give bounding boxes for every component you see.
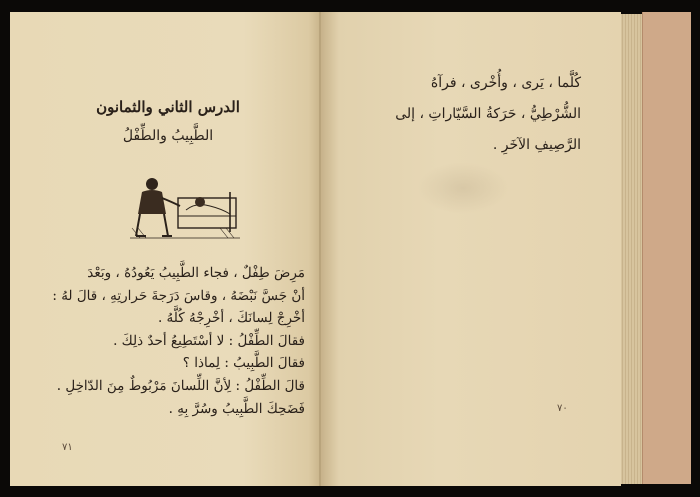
story-line: قالَ الطِّفْلُ : لِأنَّ اللِّسانَ مَرْبُوطٌ مِنَ الدّاخِلِ . [56,377,305,394]
right-page [321,12,621,486]
text-line: كُلَّما ، يَرى ، وأُخْرى ، فرآهُ [430,75,581,91]
story-line: أخْرِجْ لِسانَكَ ، أخْرِجْهُ كُلَّهُ . [157,310,305,327]
text-line: الشُّرْطِيُّ ، حَرَكةُ السَّيّاراتِ ، إلى [395,106,581,122]
show-through-shadow [417,162,509,214]
book-cover-edge [642,12,691,484]
story-line: أنْ جَسَّ نَبْضَهُ ، وقاسَ دَرَجةَ حَرارتِهِ ، قالَ لهُ : [52,287,305,304]
right-page-text [381,68,581,161]
lesson-subtitle: الطَّبِيبُ والطِّفْلُ [122,128,214,144]
left-page [10,12,321,486]
doctor-child-illustration [130,172,240,242]
lesson-title: الدرس الثاني والثمانون [96,98,240,116]
story-line: مَرِضَ طِفْلٌ ، فجاء الطَّبِيبُ يَعُودُهُ ، وبَعْدَ [87,265,305,281]
story-line: فقالَ الطَّبِيبُ : لِماذا ؟ [182,355,305,372]
story-line: فَضَحِكَ الطَّبِيبُ وسُرَّ بِهِ . [168,400,305,417]
text-line: الرَّصِيفِ الآخَرِ . [492,137,581,153]
page-number: ٧٠ [557,403,568,414]
story-text [23,262,305,420]
story-line: فقالَ الطِّفْلُ : لا أسْتَطِيعُ أحدٌ ذلِكَ . [113,332,305,349]
page-number: ٧١ [62,442,73,453]
page-stack-edge [620,14,642,484]
